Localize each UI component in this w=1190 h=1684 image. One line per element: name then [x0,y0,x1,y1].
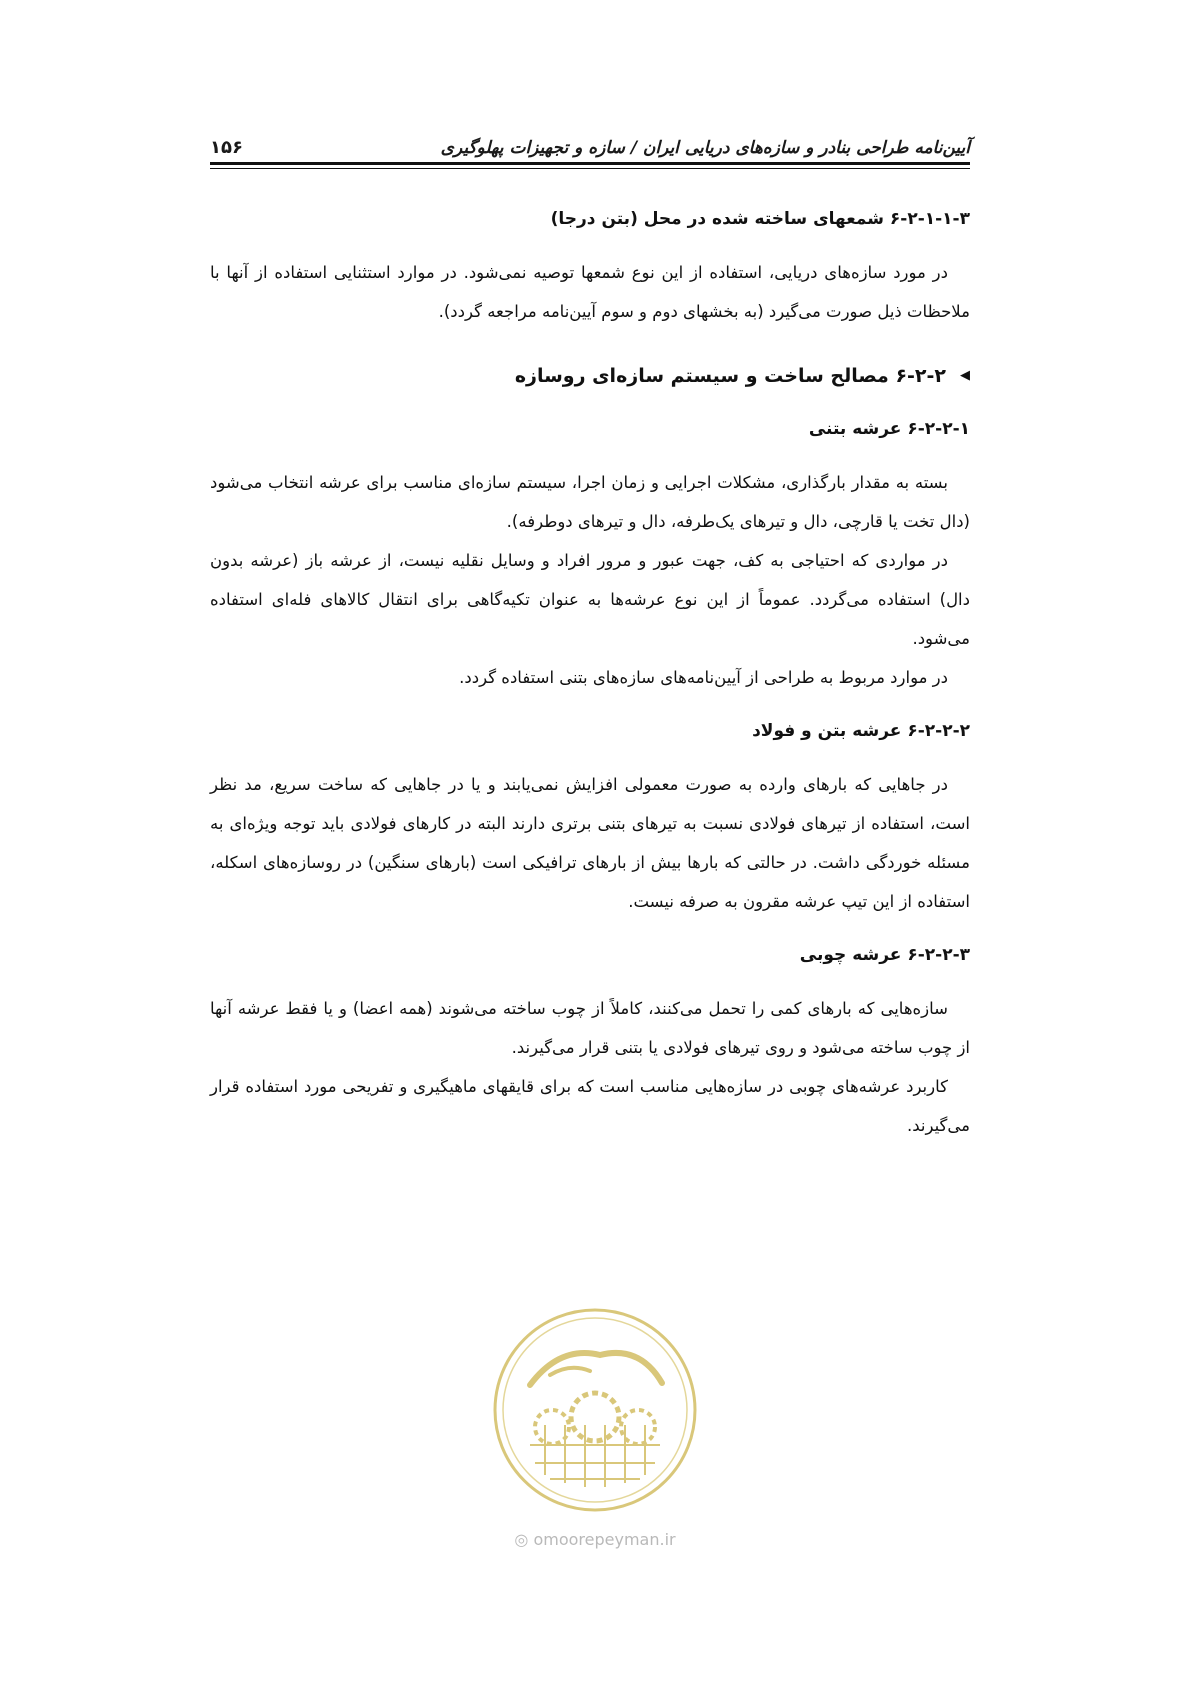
header-rule-thin [210,168,970,169]
seal-logo-icon [490,1305,700,1515]
paragraph: در مورد سازه‌های دریایی، استفاده از این نوع شمعها توصیه نمی‌شود. در موارد استثنایی استفاده از آنها با ملاحظات ذیل صورت می‌گیرد (به بخشهای دوم و سوم آیین‌نامه مراجعه گردد). [210,263,970,321]
page-body [210,205,970,1145]
watermark-logo [490,1305,700,1515]
section-heading-3: ۶-۲-۲-۱ عرشه بتنی [808,419,970,439]
section-heading-2-text: ۶-۲-۲ مصالح ساخت و سیستم سازه‌ای روسازه [514,365,946,387]
page-header [210,118,970,158]
page-number: ۱۵۶ [210,137,243,158]
section-heading-1: ۶-۲-۱-۱-۳ شمعهای ساخته شده در محل (بتن درجا) [550,209,970,229]
paragraph: بسته به مقدار بارگذاری، مشکلات اجرایی و زمان اجرا، سیستم سازه‌ای مناسب برای عرشه انتخاب می‌شود (دال تخت یا قارچی، دال و تیرهای یک‌طرفه، دال و تیرهای دوطرفه). [210,473,970,531]
paragraph: در موارد مربوط به طراحی از آیین‌نامه‌های سازه‌های بتنی استفاده گردد. [459,668,948,687]
header-rule-thick [210,162,970,165]
header-title: آیین‌نامه طراحی بنادر و سازه‌های دریایی ایران / سازه و تجهیزات پهلوگیری [440,138,970,158]
section-heading-4: ۶-۲-۲-۲ عرشه بتن و فولاد [752,721,970,741]
paragraph: سازه‌هایی که بارهای کمی را تحمل می‌کنند، کاملاً از چوب ساخته می‌شوند (همه اعضا) و یا فقط عرشه آنها از چوب ساخته می‌شود و روی تیرهای فولادی یا بتنی قرار می‌گیرند. [210,999,970,1057]
watermark-site [0,1530,1190,1549]
section-heading-2 [210,361,970,391]
triangle-left-icon: ◀ [960,368,970,383]
section-heading-5: ۶-۲-۲-۳ عرشه چوبی [799,945,970,965]
paragraph: کاربرد عرشه‌های چوبی در سازه‌هایی مناسب است که برای قایقهای ماهیگیری و تفریحی مورد استفاده قرار می‌گیرند. [210,1077,970,1135]
site-icon: ◎ [514,1530,529,1549]
site-url: omoorepeyman.ir [533,1530,676,1549]
paragraph: در جاهایی که بارهای وارده به صورت معمولی افزایش نمی‌یابند و یا در جاهایی که ساخت سریع، مد نظر است، استفاده از تیرهای فولادی نسبت به تیرهای بتنی برتری دارند البته در کارهای فولادی باید توجه ویژه‌ای به مسئله خوردگی داشت. در حالتی که بارها بیش از بارهای ترافیکی است (بارهای سنگین) در روسازه‌های اسکله، استفاده از این تیپ عرشه مقرون به صرفه نیست. [210,775,970,911]
paragraph: در مواردی که احتیاجی به کف، جهت عبور و مرور افراد و وسایل نقلیه نیست، از عرشه باز (عرشه بدون دال) استفاده می‌گردد. عموماً از این نوع عرشه‌ها به عنوان تکیه‌گاهی برای انتقال کالاهای فله‌ای استفاده می‌شود. [210,551,970,648]
